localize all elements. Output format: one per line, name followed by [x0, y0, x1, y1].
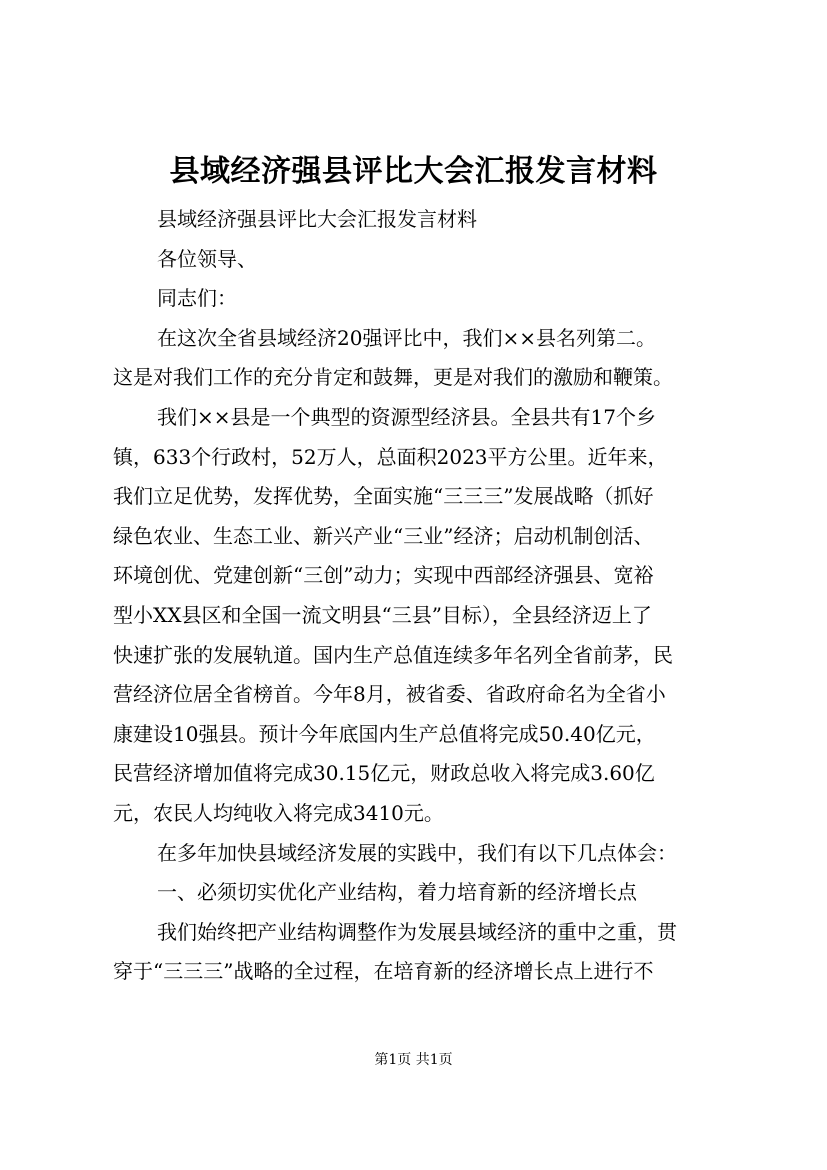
paragraph-2-line: 环境创优、党建创新“三创”动力；实现中西部经济强县、宽裕: [113, 563, 654, 588]
greeting-line-1: 各位领导、: [157, 246, 257, 271]
paragraph-2-line: 我们××县是一个典型的资源型经济县。全县共有17个乡: [157, 404, 656, 429]
paragraph-4-line: 穿于“三三三”战略的全过程，在培育新的经济增长点上进行不: [113, 959, 654, 984]
document-title: 县域经济强县评比大会汇报发言材料: [169, 154, 658, 189]
paragraph-2-line: 我们立足优势，发挥优势，全面实施“三三三”发展战略（抓好: [113, 484, 654, 509]
page-footer: 第1页 共1页: [374, 1052, 453, 1068]
greeting-line-2: 同志们：: [157, 286, 237, 311]
paragraph-3: 在多年加快县域经济发展的实践中，我们有以下几点体会：: [157, 840, 677, 865]
paragraph-2-line: 营经济位居全省榜首。今年8月，被省委、省政府命名为全省小: [113, 682, 666, 707]
paragraph-2-line: 快速扩张的发展轨道。国内生产总值连续多年名列全省前茅，民: [113, 642, 673, 667]
subtitle: 县域经济强县评比大会汇报发言材料: [157, 207, 477, 231]
paragraph-2: [113, 398, 741, 834]
paragraph-2-line: 民营经济增加值将完成30.15亿元，财政总收入将完成3.60亿: [113, 761, 655, 786]
paragraph-1-line: 在这次全省县域经济20强评比中，我们××县名列第二。: [157, 325, 656, 350]
paragraph-2-line: 元，农民人均纯收入将完成3410元。: [113, 800, 444, 825]
paragraph-4-line: 我们始终把产业结构调整作为发展县域经济的重中之重，贯: [157, 919, 677, 944]
paragraph-1: [113, 319, 741, 398]
paragraph-4: [113, 913, 741, 992]
paragraph-2-line: 康建设10强县。预计今年底国内生产总值将完成50.40亿元，: [113, 721, 656, 746]
section-heading-1: 一、必须切实优化产业结构，着力培育新的经济增长点: [157, 880, 637, 905]
paragraph-2-line: 型小XX县区和全国一流文明县“三县”目标），全县经济迈上了: [113, 602, 652, 627]
paragraph-2-line: 绿色农业、生态工业、新兴产业“三业”经济；启动机制创活、: [113, 523, 654, 548]
document-body: [113, 200, 741, 992]
paragraph-1-line: 这是对我们工作的充分肯定和鼓舞，更是对我们的激励和鞭策。: [113, 365, 673, 390]
paragraph-2-line: 镇，633个行政村，52万人，总面积2023平方公里。近年来，: [113, 444, 668, 469]
